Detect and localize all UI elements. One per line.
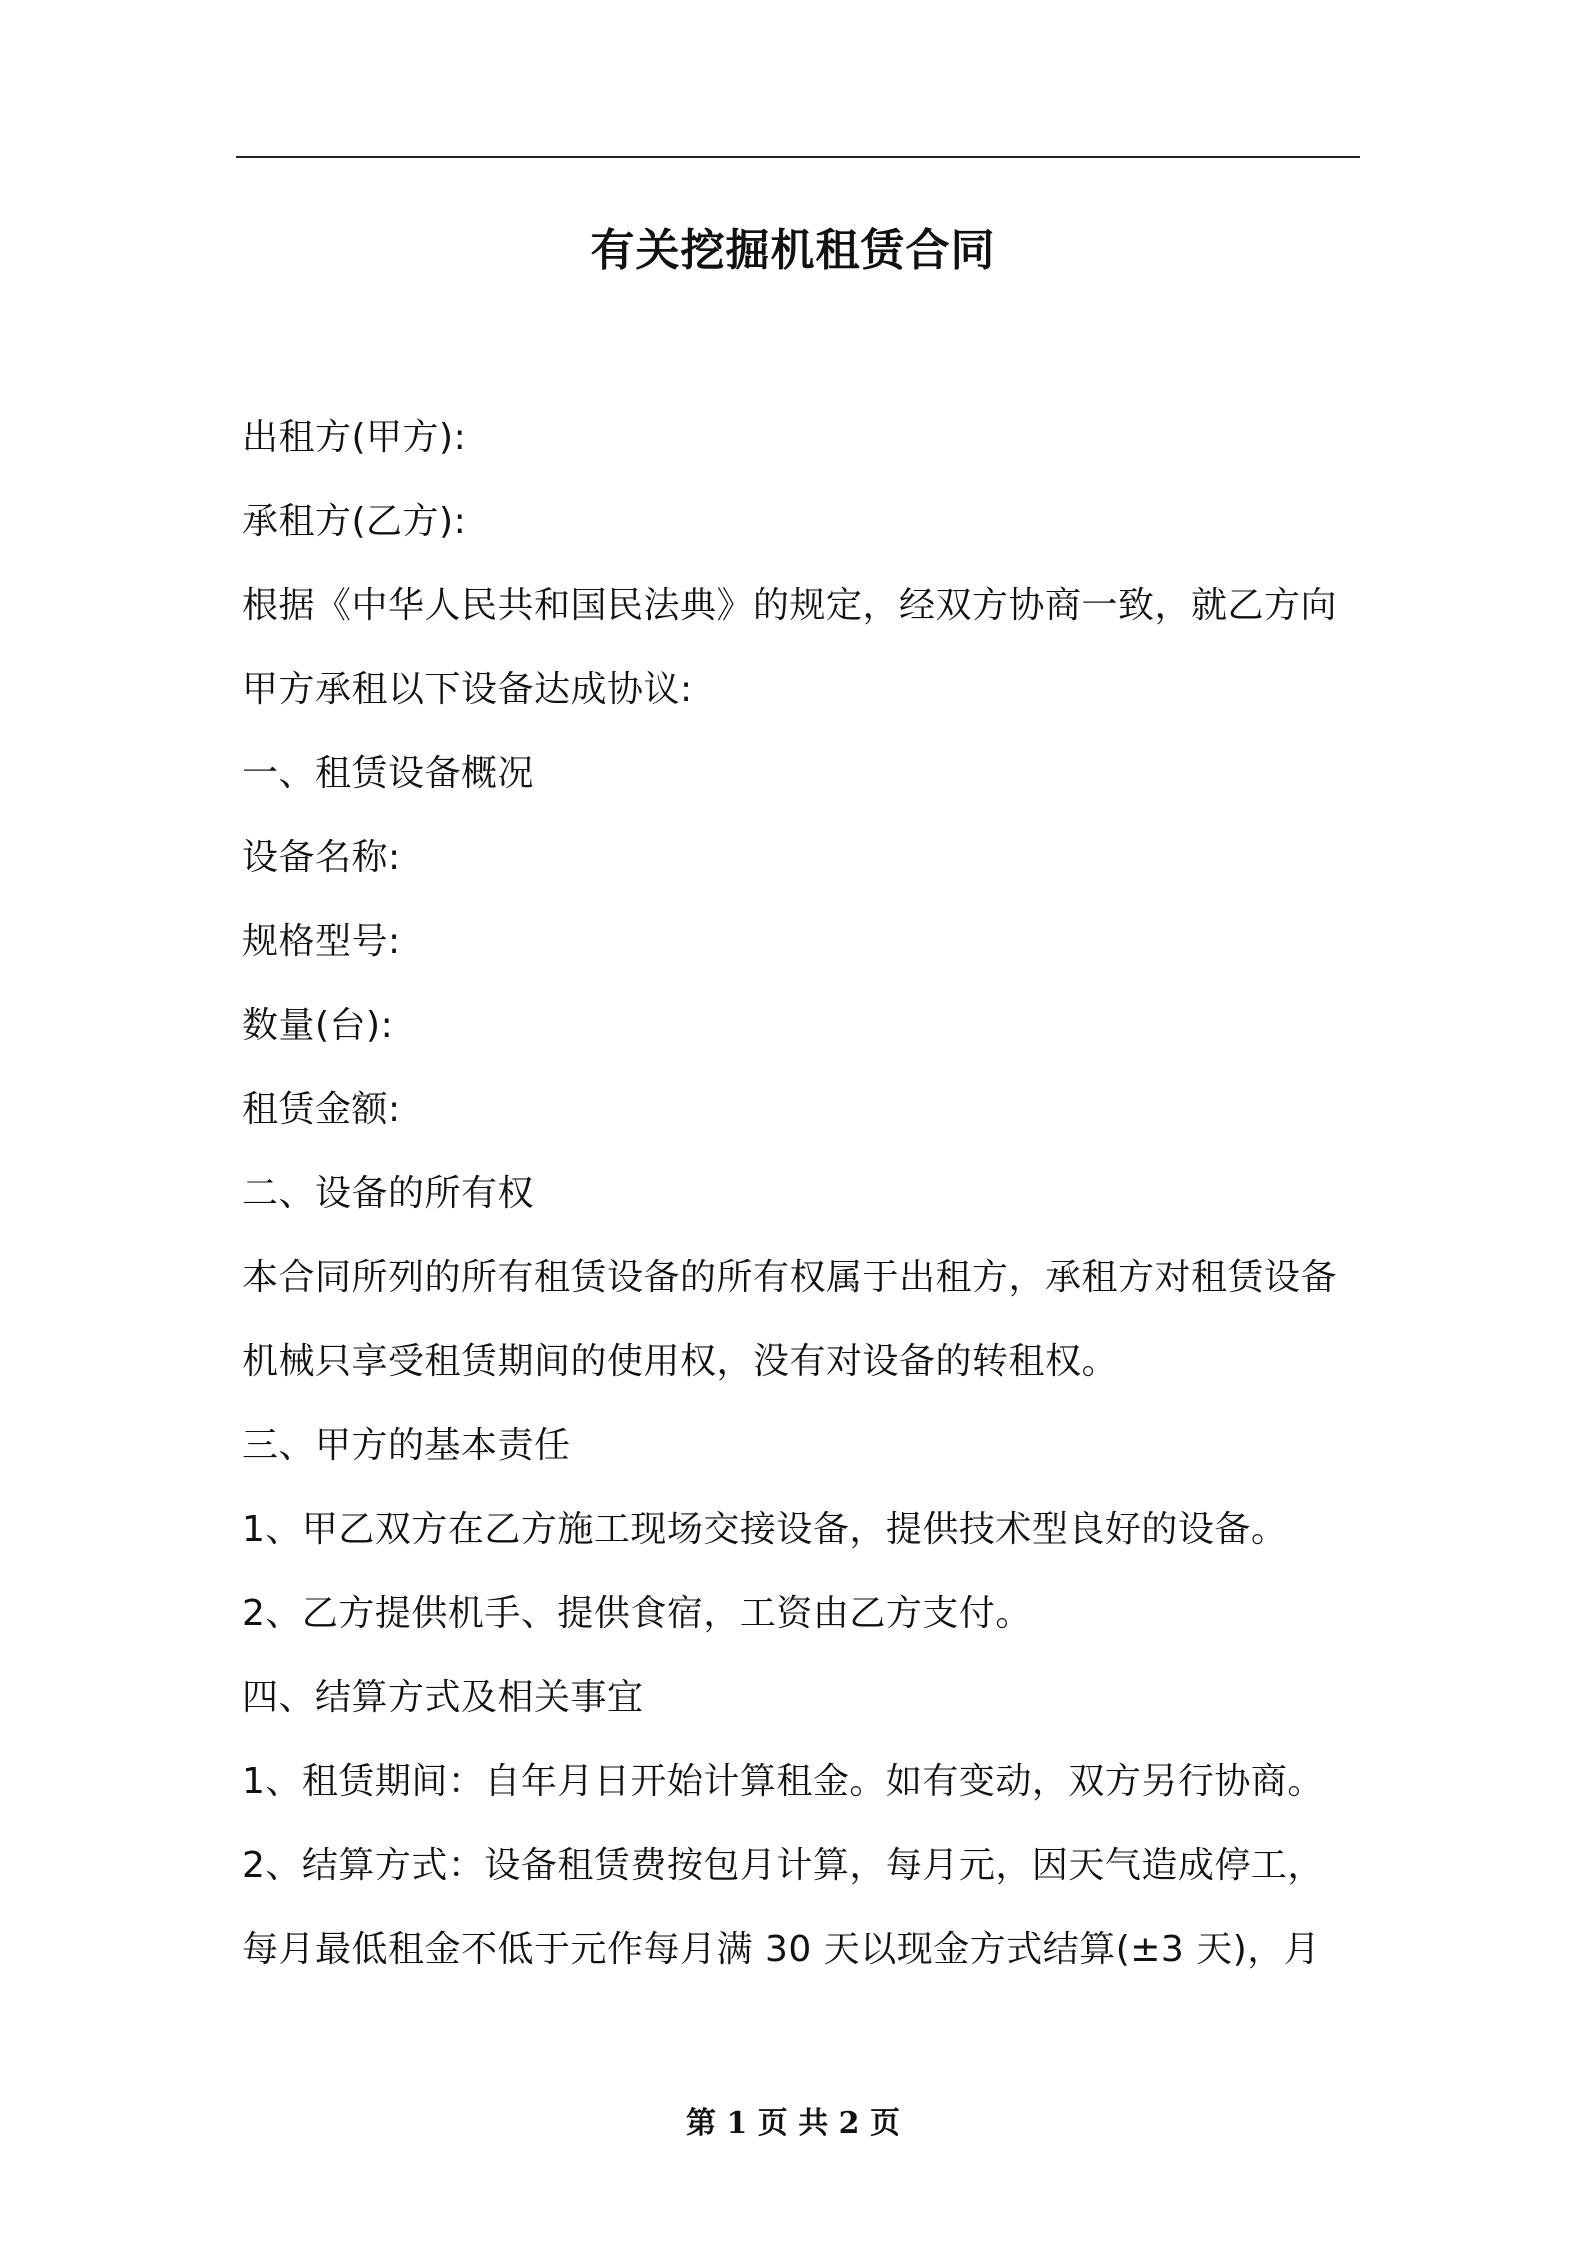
section-heading-4: 四、结算方式及相关事宜 xyxy=(242,1677,644,1718)
quantity-line: 数量(台): xyxy=(242,1005,394,1046)
lessee-line: 承租方(乙方): xyxy=(242,501,467,542)
document-body xyxy=(242,408,1366,2004)
preamble-line-1: 根据《中华人民共和国民法典》的规定，经双方协商一致，就乙方向 xyxy=(242,585,1338,626)
ownership-line-2: 机械只享受租赁期间的使用权，没有对设备的转租权。 xyxy=(242,1341,1119,1382)
duty-item-2: 2、乙方提供机手、提供食宿，工资由乙方支付。 xyxy=(242,1593,1032,1634)
lessor-line: 出租方(甲方): xyxy=(242,417,467,458)
preamble-line-2: 甲方承租以下设备达成协议: xyxy=(242,669,693,710)
header-rule xyxy=(236,156,1360,158)
settlement-item-2-cont: 每月最低租金不低于元作每月满 30 天以现金方式结算(±3 天)，月 xyxy=(242,1929,1321,1970)
document-title: 有关挖掘机租赁合同 xyxy=(590,225,996,276)
rent-amount-line: 租赁金额: xyxy=(242,1089,401,1130)
section-heading-3: 三、甲方的基本责任 xyxy=(242,1425,571,1466)
equipment-name-line: 设备名称: xyxy=(242,837,401,878)
model-line: 规格型号: xyxy=(242,921,401,962)
section-heading-2: 二、设备的所有权 xyxy=(242,1173,535,1214)
settlement-item-2: 2、结算方式：设备租赁费按包月计算，每月元，因天气造成停工， xyxy=(242,1845,1324,1886)
duty-item-1: 1、甲乙双方在乙方施工现场交接设备，提供技术型良好的设备。 xyxy=(242,1509,1288,1550)
ownership-line-1: 本合同所列的所有租赁设备的所有权属于出租方，承租方对租赁设备 xyxy=(242,1257,1338,1298)
settlement-item-1: 1、租赁期间：自年月日开始计算租金。如有变动，双方另行协商。 xyxy=(242,1761,1324,1802)
section-heading-1: 一、租赁设备概况 xyxy=(242,753,535,794)
page-number-footer: 第 1 页 共 2 页 xyxy=(686,2106,900,2141)
